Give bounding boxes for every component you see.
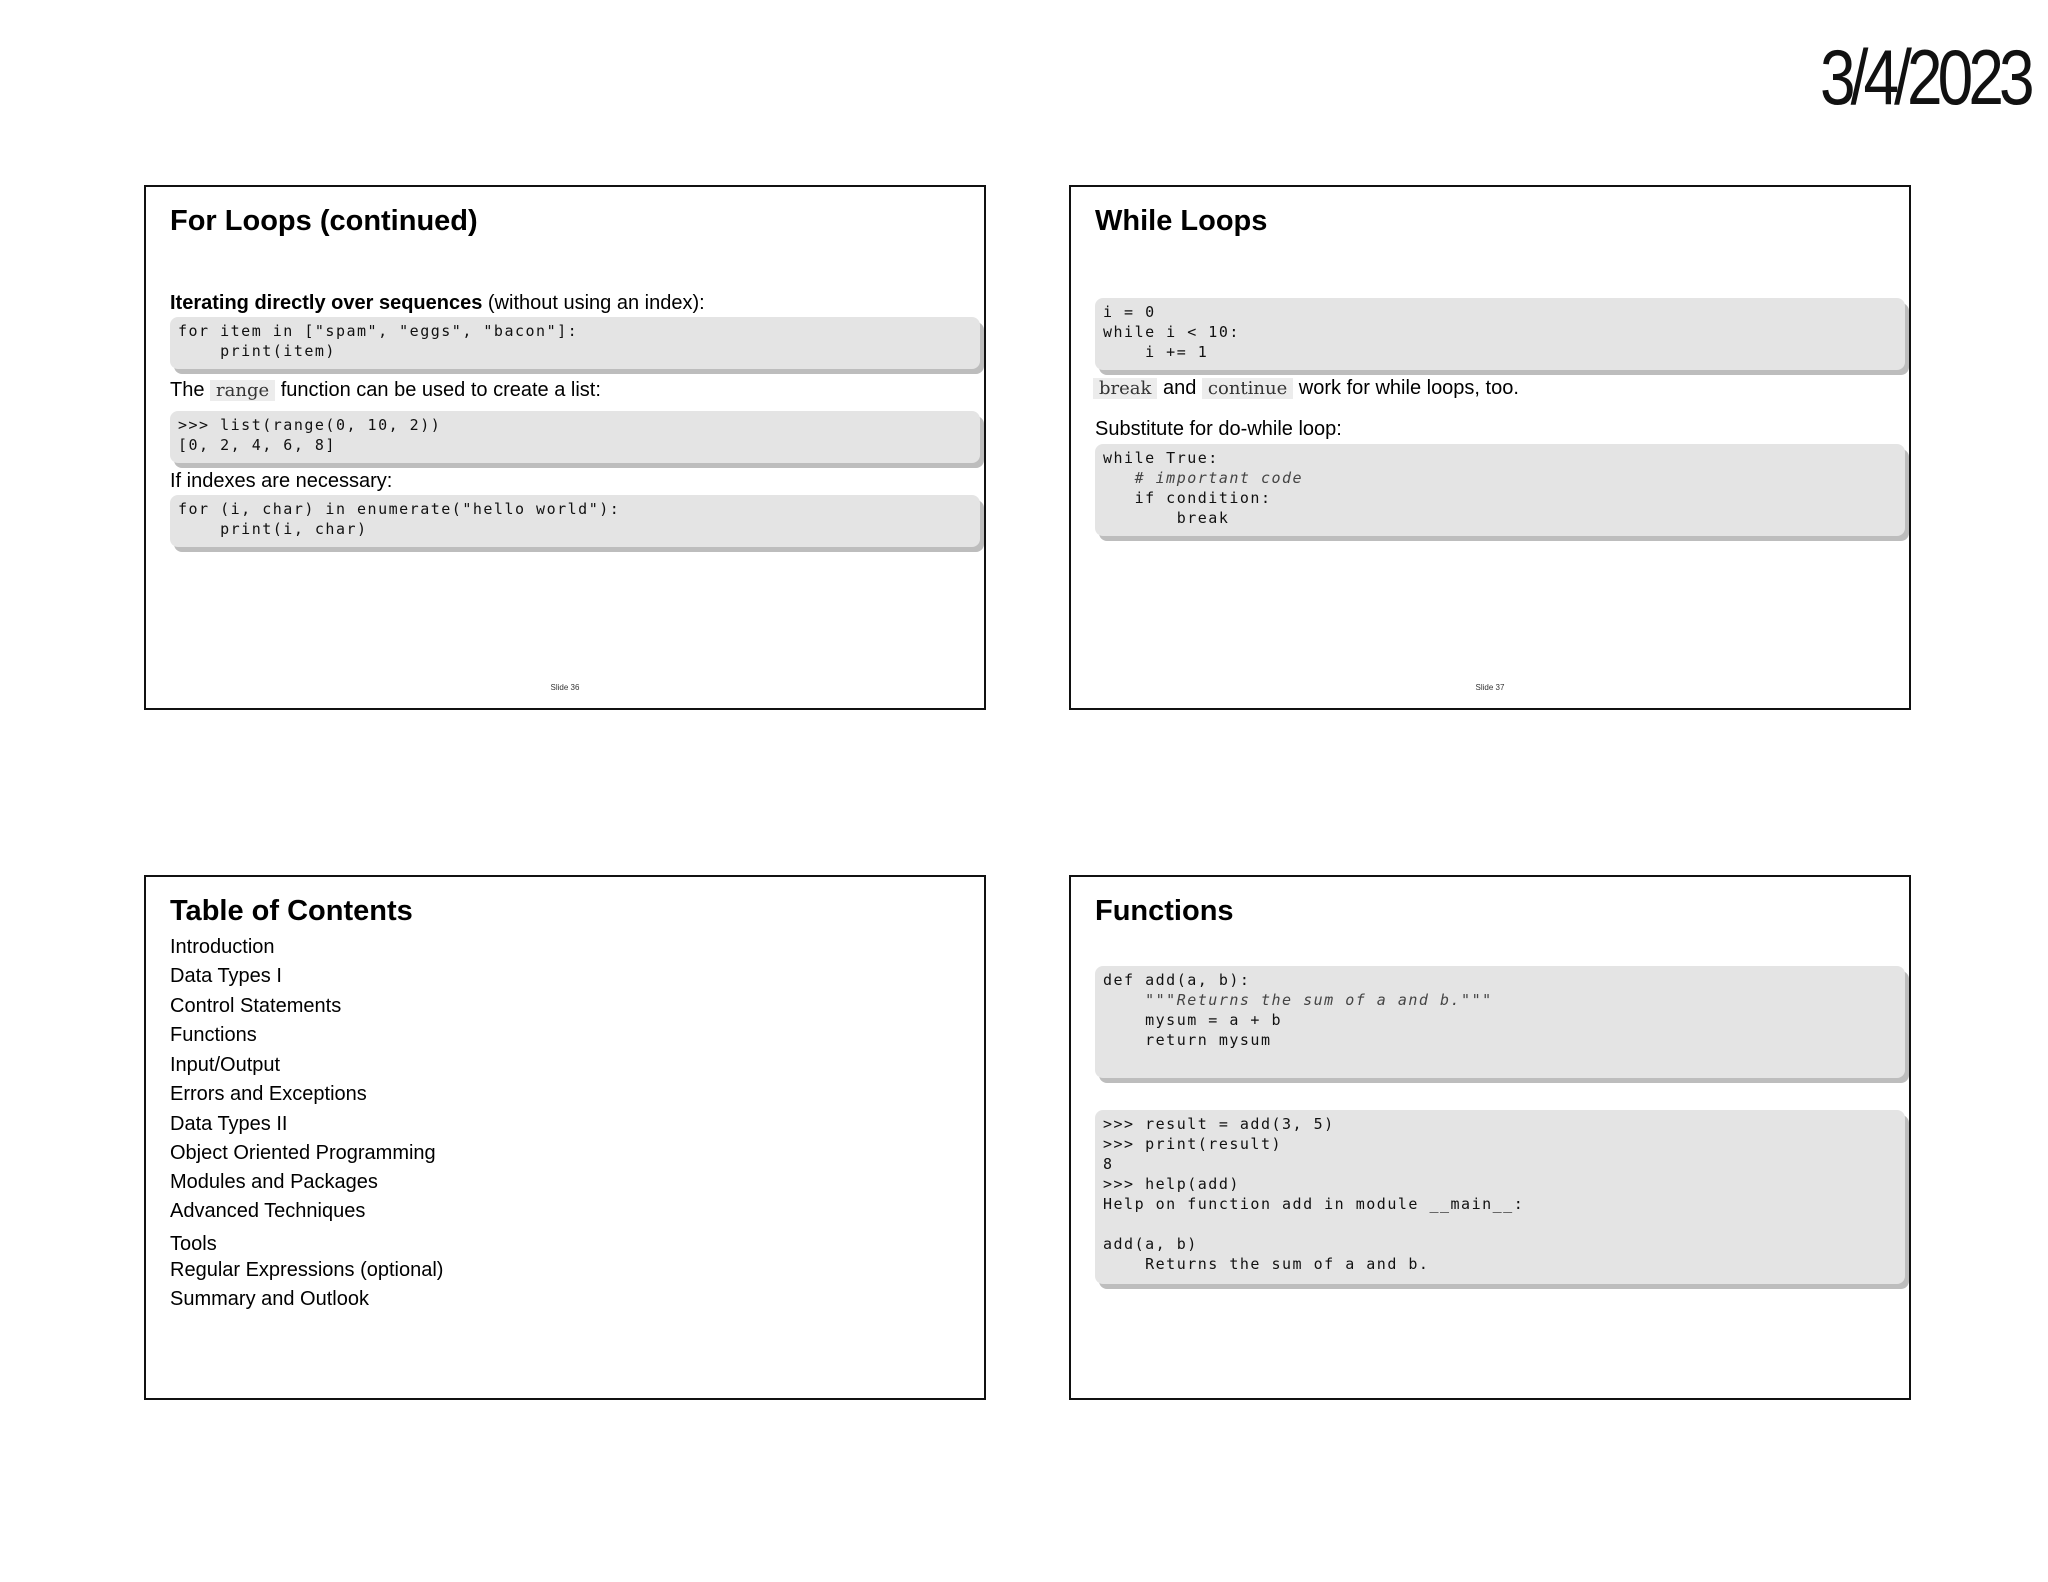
- toc-item: Modules and Packages: [170, 1171, 378, 1193]
- range-post: function can be used to create a list:: [275, 379, 601, 401]
- code-block-enumerate: for (i, char) in enumerate("hello world"): print(i, char): [170, 495, 980, 547]
- range-pre: The: [170, 379, 211, 401]
- toc-item: Summary and Outlook: [170, 1288, 369, 1310]
- iter-text: [170, 292, 705, 315]
- toc-item: Object Oriented Programming: [170, 1142, 436, 1164]
- code-docstring: """Returns the sum of a and b.""": [1103, 991, 1493, 1009]
- date-header: 3/4/2023: [1820, 33, 2030, 121]
- iter-bold: Iterating directly over sequences: [170, 292, 483, 314]
- code-block-def: [1095, 966, 1905, 1078]
- toc-item: Data Types I: [170, 965, 282, 987]
- break-continue-text: [1093, 377, 1519, 400]
- code-line: while True:: [1103, 449, 1219, 467]
- slide-number: Slide 37: [1475, 683, 1505, 692]
- code-line: def add(a, b):: [1103, 971, 1251, 989]
- toc-item: Control Statements: [170, 995, 342, 1017]
- code-line: mysum = a + b return mysum: [1145, 1011, 1283, 1049]
- code-block-help: >>> result = add(3, 5) >>> print(result) 8 >>> help(add) Help on function add in module __main__: add(a, b) Returns the sum of a and b.: [1095, 1110, 1905, 1284]
- code-block-for: for item in ["spam", "eggs", "bacon"]: print(item): [170, 317, 980, 369]
- slide-table-of-contents: [144, 875, 986, 1400]
- slide-title: While Loops: [1095, 205, 1268, 237]
- toc-item: Errors and Exceptions: [170, 1083, 367, 1105]
- code-block-do-while: [1095, 444, 1905, 536]
- range-text: [170, 379, 601, 402]
- slide-for-loops: [144, 185, 986, 710]
- slide-title: Functions: [1095, 895, 1234, 927]
- slide-functions: [1069, 875, 1911, 1400]
- substitute-text: Substitute for do-while loop:: [1095, 418, 1342, 440]
- toc-item: Advanced Techniques: [170, 1200, 366, 1222]
- slide-while-loops: [1069, 185, 1911, 710]
- code-block-while: i = 0 while i < 10: i += 1: [1095, 298, 1905, 370]
- toc-item: Regular Expressions (optional): [170, 1259, 444, 1281]
- indexes-text: If indexes are necessary:: [170, 470, 393, 492]
- toc-item: Data Types II: [170, 1113, 288, 1135]
- code-block-range: >>> list(range(0, 10, 2)) [0, 2, 4, 6, 8]: [170, 411, 980, 463]
- bc-post: work for while loops, too.: [1293, 377, 1519, 399]
- iter-rest: (without using an index):: [482, 292, 705, 314]
- code-line: if condition: break: [1134, 489, 1272, 527]
- slide-title: Table of Contents: [170, 895, 413, 927]
- toc-item: Tools: [170, 1233, 217, 1255]
- slide-title: For Loops (continued): [170, 205, 478, 237]
- range-keyword: range: [210, 380, 275, 401]
- toc-item: Input/Output: [170, 1054, 281, 1076]
- and-text: and: [1157, 377, 1202, 399]
- toc-item: Introduction: [170, 936, 275, 958]
- code-comment: # important code: [1103, 469, 1304, 487]
- slide-number: Slide 36: [550, 683, 580, 692]
- break-keyword: break: [1093, 378, 1157, 399]
- continue-keyword: continue: [1202, 378, 1293, 399]
- toc-item: Functions: [170, 1024, 257, 1046]
